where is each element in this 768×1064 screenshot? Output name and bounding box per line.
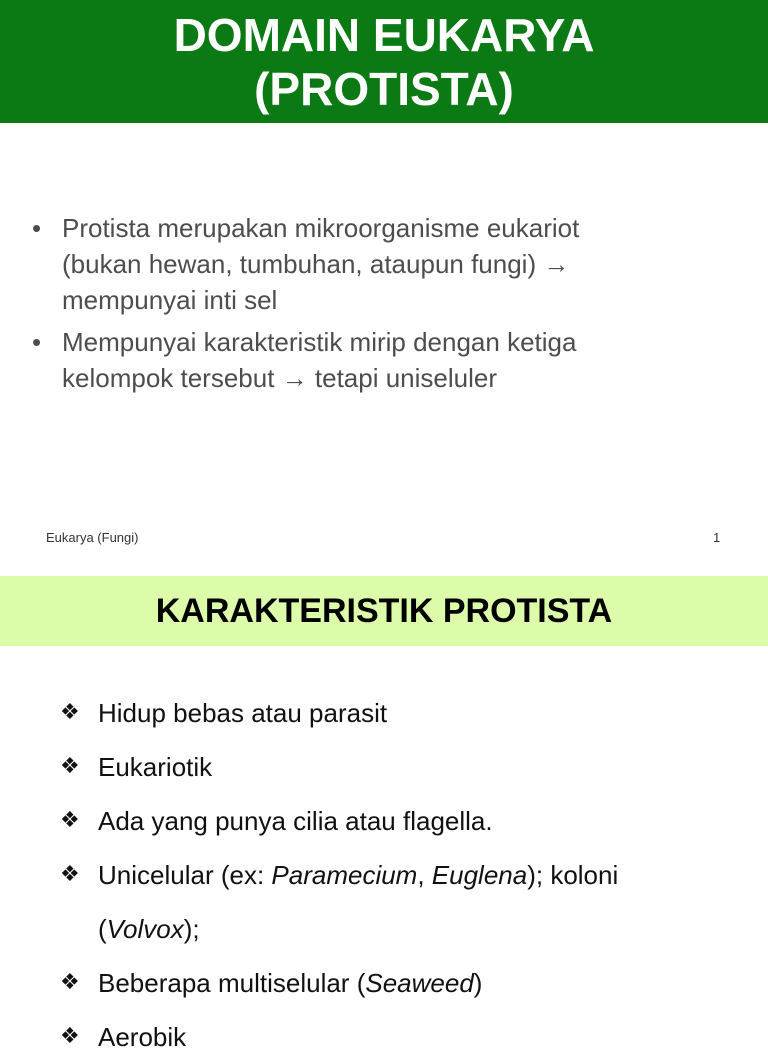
list-item [60,1010,740,1064]
slide-1-title [0,0,768,123]
slide-2 [0,576,768,1052]
list-item [60,956,740,1010]
diamond-bullet-icon: ❖ [60,1024,80,1049]
slide-2-title: KARAKTERISTIK PROTISTA [0,576,768,646]
slide-2-bullet-list [60,686,740,1064]
bullet-dot-icon: • [32,327,42,357]
list-item [60,740,740,794]
list-item-text: , [417,860,432,890]
bullet-line: (bukan hewan, tumbuhan, ataupun fungi) → [62,249,570,279]
diamond-bullet-icon: ❖ [60,970,80,995]
species-name: Paramecium [271,860,418,890]
list-item-text: ); koloni [527,860,619,890]
title-line-1: DOMAIN EUKARYA [173,8,595,61]
species-name: Volvox [106,914,184,944]
list-item [60,848,740,902]
species-name: Seaweed [365,968,474,998]
list-item-text: Hidup bebas atau parasit [98,698,388,728]
bullet-line: mempunyai inti sel [62,285,278,315]
list-item-text: Unicelular (ex: [98,860,272,890]
list-item-text: ) [473,968,483,998]
bullet-item [30,210,730,318]
species-name: Euglena [431,860,528,890]
diamond-bullet-icon: ❖ [60,808,80,833]
bullet-line: kelompok tersebut → tetapi uniseluler [62,363,498,393]
diamond-bullet-icon: ❖ [60,862,80,887]
title-line-2: (PROTISTA) [254,62,514,115]
slide-page-number: 1 [713,530,721,545]
list-item-text: Eukariotik [98,752,213,782]
list-item-text: Ada yang punya cilia atau flagella. [98,806,493,836]
diamond-bullet-icon: ❖ [60,700,80,725]
list-item-text: Beberapa multiselular ( [98,968,366,998]
list-item-text: Aerobik [98,1022,187,1052]
list-item [60,794,740,848]
list-item-text: ( [98,914,107,944]
slide-footer-label: Eukarya (Fungi) [46,530,139,545]
bullet-dot-icon: • [32,213,42,243]
list-item-text: ); [183,914,200,944]
list-item-continuation [60,902,740,956]
diamond-bullet-icon: ❖ [60,754,80,779]
bullet-item [30,324,730,396]
bullet-line: Mempunyai karakteristik mirip dengan ketiga [62,327,577,357]
slide-1-bullet-list [30,210,730,402]
list-item [60,686,740,740]
bullet-line: Protista merupakan mikroorganisme eukariot [62,213,580,243]
